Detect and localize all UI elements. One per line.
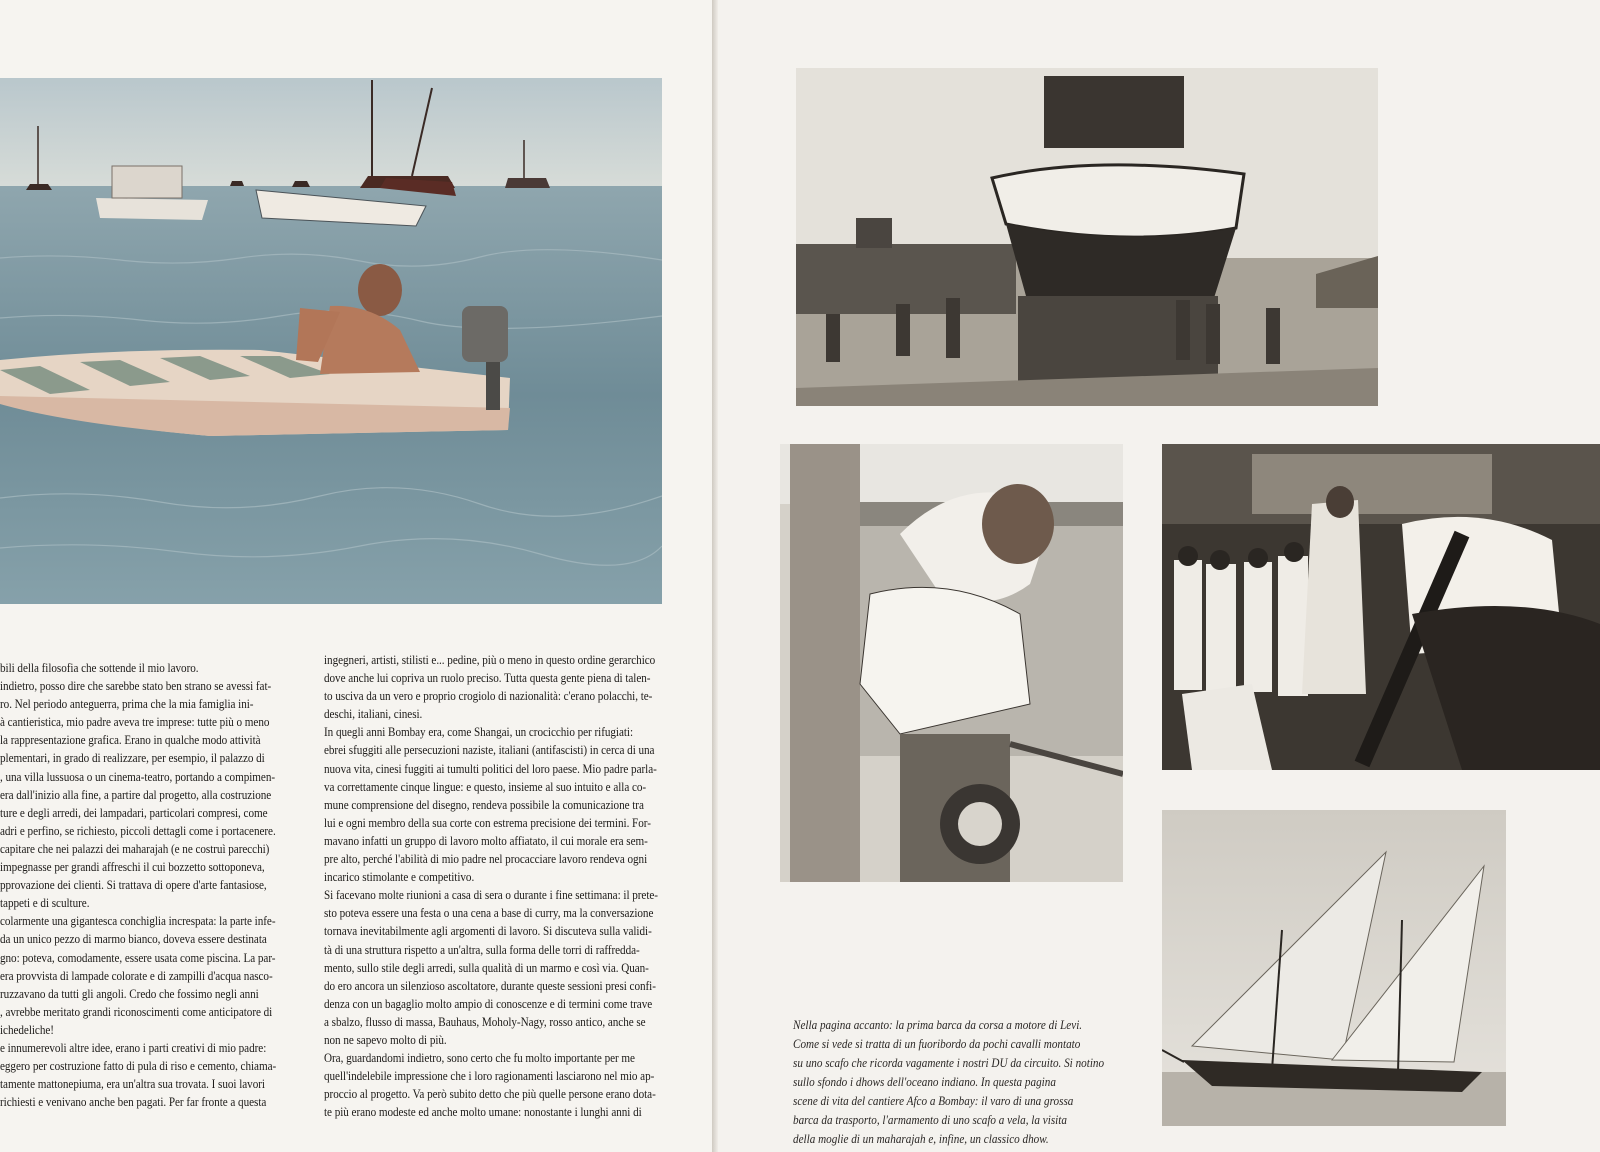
text-line: impegnasse per grandi affreschi il cui bozzetto sottoponeva,: [0, 860, 265, 875]
text-line: deschi, italiani, cinesi.: [324, 707, 423, 722]
text-line: ingegneri, artisti, stilisti e... pedine, più o meno in questo ordine gerarchico: [324, 653, 656, 667]
text-line: pre alto, perché l'abilità di mio padre nel procacciare lavoro rendeva ogni: [324, 852, 648, 867]
text-line: tà di una struttura rispetto a un'altra, sulla forma delle torri di raffredda-: [324, 942, 640, 957]
text-line: denza con un bagaglio molto ampio di conoscenze e di termini come trave: [324, 996, 653, 1011]
text-line: mune comprensione del disegno, rendeva possibile la comunicazione tra: [324, 797, 644, 812]
caption-line: su uno scafo che ricorda vagamente i nostri DU da circuito. Si notino: [793, 1056, 1105, 1070]
right-page: [718, 0, 1600, 1152]
text-line: Si facevano molte riunioni a casa di sera o durante i fine settimana: il prete-: [324, 888, 658, 903]
text-column-1: [0, 659, 297, 1111]
text-line: eggero per costruzione fatto di pula di riso e cemento, chiama-: [0, 1059, 277, 1074]
speedboat-photo: [0, 78, 662, 604]
maharajah-visit-photo: [1162, 444, 1600, 770]
text-line: colarmente una gigantesca conchiglia increspata: la parte infe-: [0, 914, 276, 929]
text-line: sto poteva essere una festa o una cena a base di curry, ma la conversazione: [324, 906, 654, 921]
text-line: ruzzavano da tutti gli angoli. Credo che fossimo negli anni: [0, 986, 259, 1001]
photo-caption: [793, 1016, 1135, 1149]
text-line: gno: poteva, comodamente, essere usata come piscina. La par-: [0, 950, 276, 965]
text-line: capitare che nei palazzi dei maharajah (e ne costruì parecchi): [0, 841, 270, 856]
caption-line: Nella pagina accanto: la prima barca da corsa a motore di Levi.: [793, 1018, 1083, 1032]
caption-line: Come si vede si tratta di un fuoribordo da pochi cavalli montato: [793, 1037, 1081, 1051]
text-line: plementari, in grado di realizzare, per esempio, il palazzo di: [0, 751, 265, 766]
text-line: da un unico pezzo di marmo bianco, doveva essere destinata: [0, 932, 267, 947]
caption-line: della moglie di un maharajah e, infine, un classico dhow.: [793, 1132, 1049, 1146]
text-line: quell'indelebile impressione che i loro ragionamenti lasciarono nel mio ap-: [324, 1069, 655, 1084]
text-column-2: [324, 651, 693, 1121]
text-line: la rappresentazione grafica. Erano in qualche modo attività: [0, 733, 261, 748]
text-line: non ne sapevo molto di più.: [324, 1032, 447, 1047]
text-line: tamente mattonepiuma, era un'altra sua trovata. I suoi lavori: [0, 1077, 265, 1092]
text-line: mento, sullo stile degli arredi, sulla qualità di un marmo e così via. Quan-: [324, 960, 649, 975]
text-line: do ero ancora un silenzioso ascoltatore, durante queste sessioni presi confi-: [324, 978, 656, 993]
text-line: richiesti e venivano anche ben pagati. Per far fronte a questa: [0, 1095, 267, 1110]
text-line: adri e perfino, se richiesto, piccoli dettagli come i portacenere.: [0, 823, 276, 838]
text-line: era dall'inizio alla fine, a partire dal progetto, alla costruzione: [0, 787, 272, 802]
left-page: [0, 0, 712, 1152]
caption-line: sullo sfondo i dhows dell'oceano indiano. In questa pagina: [793, 1075, 1056, 1089]
text-line: , avrebbe meritato grandi riconoscimenti come anticipatore di: [0, 1004, 273, 1019]
boat-launch-photo: [796, 68, 1378, 406]
text-line: era provvista di lampade colorate e di zampilli d'acqua nasco-: [0, 968, 273, 983]
text-line: tappeti e di sculture.: [0, 896, 90, 911]
text-line: ichedeliche!: [0, 1022, 54, 1037]
text-line: mavano infatti un gruppo di lavoro molto affiatato, il cui morale era sem-: [324, 833, 648, 848]
text-line: a sbalzo, flusso di massa, Bauhaus, Moholy-Nagy, rosso antico, anche se: [324, 1014, 646, 1029]
text-line: lui e ogni membro della sua corte con estrema precisione dei termini. For-: [324, 815, 651, 830]
text-line: tornava inevitabilmente agli argomenti di lavoro. Si discuteva sulla validi-: [324, 924, 652, 939]
text-line: , una villa lussuosa o un cinema-teatro, portando a compimen-: [0, 769, 276, 784]
text-line: bili della filosofia che sottende il mio lavoro.: [0, 661, 199, 675]
text-line: to usciva da un vero e proprio crogiolo di nazionalità: c'erano polacchi, te-: [324, 689, 653, 704]
text-line: proccio al progetto. Va però subito detto che più quelle persone erano dota-: [324, 1087, 656, 1102]
caption-line: scene di vita del cantiere Afco a Bombay: il varo di una grossa: [793, 1094, 1074, 1108]
text-line: dove anche lui copriva un ruolo preciso. Tutta questa gente piena di talen-: [324, 671, 651, 686]
text-line: à cantieristica, mio padre aveva tre imprese: tutte più o meno: [0, 715, 270, 730]
text-line: te più erano modeste ed anche molto umane: nonostante i lunghi anni di: [324, 1105, 642, 1120]
text-line: va correttamente cinque lingue: e questo, insieme al suo intuito e alla co-: [324, 779, 647, 794]
text-line: ture e degli arredi, dei lampadari, particolari compresi, come: [0, 805, 268, 820]
text-line: incarico stimolante e competitivo.: [324, 870, 475, 885]
text-line: pprovazione dei clienti. Si trattava di opere d'arte fantasiose,: [0, 878, 267, 893]
caption-line: barca da trasporto, l'armamento di uno scafo a vela, la visita: [793, 1113, 1067, 1127]
rigging-photo: [780, 444, 1123, 882]
text-line: In quegli anni Bombay era, come Shangai, un crocicchio per rifugiati:: [324, 725, 634, 740]
text-line: ro. Nel periodo anteguerra, prima che la mia famiglia ini-: [0, 697, 254, 712]
text-line: indietro, posso dire che sarebbe stato ben strano se avessi fat-: [0, 679, 272, 694]
dhow-photo: [1162, 810, 1506, 1126]
text-line: ebrei sfuggiti alle persecuzioni naziste, italiani (antifascisti) in cerca di una: [324, 743, 655, 758]
text-line: Ora, guardandomi indietro, sono certo che fu molto importante per me: [324, 1051, 635, 1066]
text-line: e innumerevoli altre idee, erano i parti creativi di mio padre:: [0, 1040, 267, 1055]
text-line: nuova vita, cinesi fuggiti ai tumulti politici del loro paese. Mio padre parla-: [324, 761, 657, 776]
